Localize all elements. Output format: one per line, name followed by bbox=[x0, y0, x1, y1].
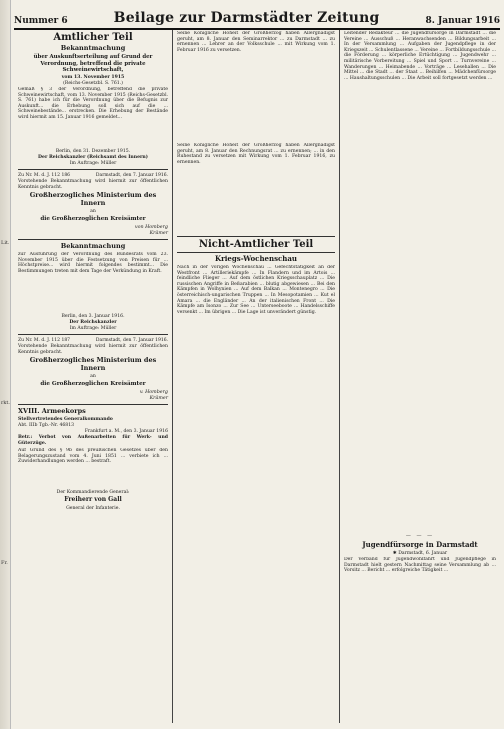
divider bbox=[18, 404, 168, 405]
page-title: Beilage zur Darmstädter Zeitung bbox=[113, 10, 380, 26]
war-week-body: Nach in der vorigen Wochenschau ... Gefechtstätigkeit an der Westfront ... Artilleriekämpfe ... In Flandern und im Artois ... feindliche Flieger ... Auf dem östlichen Kriegsschauplatz ... Die russischen Angriffe in Beßarabien ... blutig abgewiesen ... Bei den Kämpfen in Wolhynien ... Auf dem Balkan ... Montenegro ... Die österreichisch-ungarischen Truppen ... In Mesopotamien ... Kut el Amara ... die Engländer ... An der italienischen Front ... Die Kämpfe am Isonzo ... Zur See ... Unterseeboote ... Handelsschiffe versenkt ... Im übrigen ... Die Lage ist unverändert günstig. bbox=[177, 265, 335, 315]
recipients: die Großherzoglichen Kreisämter bbox=[40, 216, 146, 223]
column-3 bbox=[340, 30, 500, 723]
edge-label: rkt. bbox=[1, 400, 11, 406]
page-edge-strip bbox=[0, 0, 11, 729]
article-subtitle: über Auskunftserteilung auf Grund der Verordnung, betreffend die private Schweinewirtschaft, bbox=[33, 54, 153, 73]
column-1 bbox=[14, 30, 173, 723]
column-2 bbox=[173, 30, 340, 723]
columns bbox=[14, 30, 500, 723]
issue-number: Nummer 6 bbox=[14, 16, 68, 26]
article-title: Bekanntmachung bbox=[60, 44, 126, 52]
ministry-name: Großherzogliches Ministerium des Innern bbox=[29, 356, 157, 372]
article-date: vom 13. November 1915 bbox=[61, 75, 125, 81]
signature: von Homberg bbox=[134, 224, 168, 230]
ref-date: Darmstadt, den 7. Januar 1916. bbox=[95, 338, 168, 344]
ref-number: Zu Nr. M. d. J. 112 186 bbox=[18, 173, 71, 179]
signature-secondary: Krämer bbox=[149, 230, 168, 236]
reference-line bbox=[18, 338, 168, 343]
article-signer2: Im Auftrage: Müller bbox=[69, 326, 117, 332]
ref-date: Darmstadt, den 7. Januar 1916. bbox=[95, 173, 168, 179]
divider bbox=[18, 334, 168, 335]
dateline: ✱ Darmstadt, 6. Januar bbox=[392, 551, 448, 557]
article-body: Der Verband für Jugendwohlfahrt und Jugendpflege in Darmstadt hielt gestern Nachmittag seine Versammlung ab ... Vorsitz ... Bericht ... erfolgreiche Tätigkeit ... bbox=[344, 557, 496, 574]
section-title-nichtamtlich: Nicht-Amtlicher Teil bbox=[177, 236, 335, 253]
army-heading: Betr.: Verbot von Außenarbeiten für Werk- und Güterzüge. bbox=[18, 435, 168, 446]
signature: v. Homberg bbox=[139, 389, 168, 395]
army-sig-rank: General der Infanterie. bbox=[66, 506, 120, 512]
section-title-amtlich: Amtlicher Teil bbox=[53, 32, 133, 43]
article-place: Berlin, den 3. Januar 1916. bbox=[61, 314, 125, 320]
ref-number: Zu Nr. M. d. J. 112 187 bbox=[18, 338, 71, 344]
article-body: Gemäß § 3 der Verordnung, betreffend die private Schweinewirtschaft, vom 13. November 1915 (Reichs-Gesetzbl. S. 761) habe ich für die Verordnung über die Befugnis zur Auskunft... die Erhebung soll sich auf die ... Schweinebestände... erstrecken. Die Erhebung der Bestände wird hiermit am 15. Januar 1916 gemeldet... bbox=[18, 87, 168, 121]
article-signer: Der Reichskanzler bbox=[69, 320, 117, 326]
article-title: Bekanntmachung bbox=[60, 241, 126, 250]
issue-date: 8. Januar 1916 bbox=[425, 16, 500, 26]
an-word: an bbox=[90, 374, 96, 380]
ref-body: Vorstehende Bekanntmachung wird hiermit zur öffentlichen Kenntnis gebracht. bbox=[18, 179, 168, 190]
army-title: XVIII. Armeekorps bbox=[18, 406, 86, 415]
ref-body: Vorstehende Bekanntmachung wird hiermit zur öffentlichen Kenntnis gebracht. bbox=[18, 344, 168, 355]
divider bbox=[18, 239, 168, 240]
article-signer: Der Reichskanzler (Reichsamt des Innern) bbox=[38, 155, 148, 161]
army-sub: Stellvertretendes Generalkommando bbox=[18, 417, 113, 423]
an-word: an bbox=[90, 209, 96, 215]
divider bbox=[18, 169, 168, 170]
edge-label: Lit. bbox=[1, 240, 10, 246]
ministry-name: Großherzogliches Ministerium des Innern bbox=[29, 191, 157, 207]
army-body: Auf Grund des § 9b des preußischen Gesetzes über den Belagerungszustand vom 4. Juni 1851 ... verbiete ich ... Zuwiderhandlungen werden ... bestraft. bbox=[18, 448, 168, 465]
page-header bbox=[14, 4, 500, 30]
separator: — — — bbox=[405, 533, 435, 539]
article-place: Berlin, den 31. Dezember 1915. bbox=[55, 149, 131, 155]
army-num: Abt. IIIb Tgb.-Nr. 46813 bbox=[18, 423, 75, 429]
appointments-text: Seine Königliche Hoheit der Großherzog haben Allergnädigst geruht, am 8. Januar den Seminarrektor ... zu Darmstadt ... zu ernennen ... Lehrer an der Volksschule ... mit Wirkung vom 1. Februar 1916 zu versetzen. bbox=[177, 31, 335, 53]
appointments-text-2: Seine Königliche Hoheit der Großherzog haben Allergnädigst geruht, am 8. Januar den Rechnungsrat ... zu ernennen; ... in den Ruhestand zu versetzen mit Wirkung vom 1. Februar 1916, zu ernennen. bbox=[177, 143, 335, 165]
article-signer2: Im Auftrage: Müller bbox=[69, 161, 117, 167]
recipients: die Großherzoglichen Kreisämter bbox=[40, 381, 146, 388]
reference-line bbox=[18, 173, 168, 178]
continued-article-body: Leitender Redakteur ... die Jugendfürsorge in Darmstadt ... die Vereine ... Ausschuß ... Heranwachsenden ... Bildungsarbeit ... In der Versammlung ... Aufgaben der Jugendpflege in der Kriegszeit ... Schulentlassene ... Vereine ... Fortbildungsschule ... die Förderung ... körperliche Ertüchtigung ... Jugendwehr ... militärische Vorbereitung ... Spiel und Sport ... Turnvereine ... Wanderungen ... Heimabende ... Vorträge ... Lesehallen ... Die Mittel ... die Stadt ... der Staat ... Beihilfen ... Mädchenfürsorge ... Haushaltungsschulen ... Die Arbeit soll fortgesetzt werden ... bbox=[344, 31, 496, 81]
edge-label: Fr. bbox=[1, 560, 8, 566]
article-title: Jugendfürsorge in Darmstadt bbox=[362, 540, 478, 549]
army-sig-title: Der Kommandierende General: bbox=[56, 490, 130, 496]
army-sig-name: Freiherr von Gall bbox=[64, 496, 122, 504]
article-ref: (Reichs-Gesetzbl. S. 761.) bbox=[63, 81, 123, 87]
article-title: Kriegs-Wochenschau bbox=[214, 254, 297, 263]
article-body: zur Ausführung der Verordnung des Bundesrats vom 23. November 1915 über die Festsetzung von Preisen für ... Höchstpreise... wird hiermit folgendes bestimmt... Die Bestimmungen treten mit dem Tage der Verkündung in Kraft. bbox=[18, 252, 168, 274]
army-place: Frankfurt a. M., den 3. Januar 1916 bbox=[84, 429, 168, 435]
signature-secondary: Krämer bbox=[149, 395, 168, 401]
